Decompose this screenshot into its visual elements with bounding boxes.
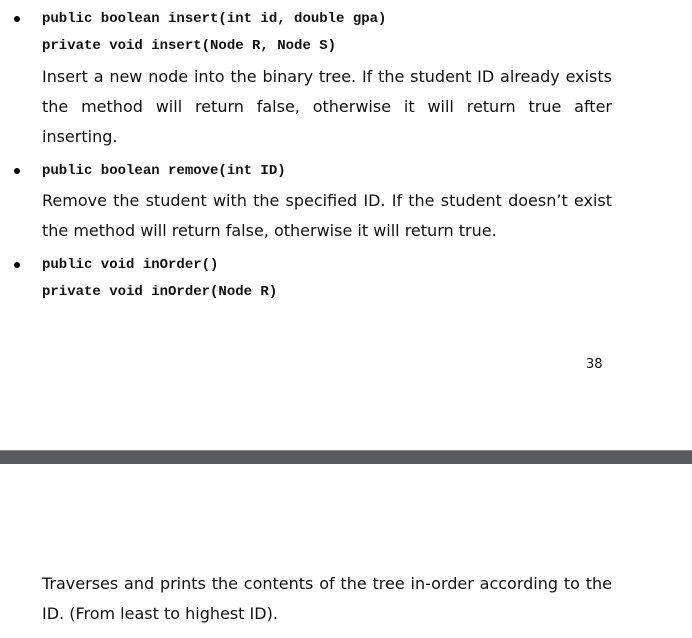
page-break-divider <box>0 450 692 464</box>
signature-insert-public: public boolean insert(int id, double gpa) <box>42 11 387 27</box>
bullet-remove <box>14 168 20 174</box>
signature-inorder-private: private void inOrder(Node R) <box>42 284 278 300</box>
bullet-inorder <box>14 262 20 268</box>
signature-remove-public: public boolean remove(int ID) <box>42 163 286 179</box>
bullet-insert <box>14 16 20 22</box>
signature-inorder-public: public void inOrder() <box>42 257 219 273</box>
description-remove: Remove the student with the specified ID. If the student doesn’t exist the method will return false, otherwise it will return true. <box>42 191 612 240</box>
page-number: 38 <box>586 357 603 372</box>
description-insert: Insert a new node into the binary tree. If the student ID already exists the method will return false, otherwise it will return true after inserting. <box>42 67 612 146</box>
signature-insert-private: private void insert(Node R, Node S) <box>42 38 337 54</box>
description-inorder: Traverses and prints the contents of the tree in-order according to the ID. (From least to highest ID). <box>42 574 612 623</box>
